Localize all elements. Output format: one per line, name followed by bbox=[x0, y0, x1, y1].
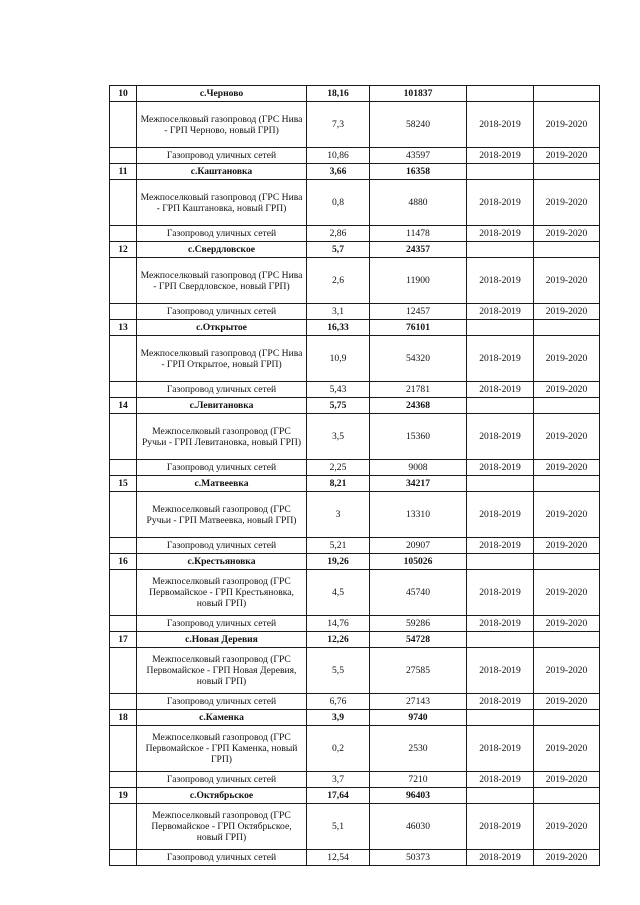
pipeline-length: 10,9 bbox=[307, 336, 370, 382]
street-network-row bbox=[110, 772, 600, 788]
empty-cell bbox=[110, 382, 137, 398]
settlement-length: 19,26 bbox=[307, 554, 370, 570]
design-years: 2018-2019 bbox=[467, 804, 534, 850]
pipeline-length: 6,76 bbox=[307, 694, 370, 710]
pipeline-name: Газопровод уличных сетей bbox=[137, 616, 307, 632]
pipeline-name: Газопровод уличных сетей bbox=[137, 772, 307, 788]
empty-cell bbox=[467, 554, 534, 570]
design-years: 2018-2019 bbox=[467, 648, 534, 694]
empty-cell bbox=[110, 726, 137, 772]
construction-years: 2019-2020 bbox=[534, 772, 600, 788]
empty-cell bbox=[467, 398, 534, 414]
pipeline-name: Газопровод уличных сетей bbox=[137, 694, 307, 710]
design-years: 2018-2019 bbox=[467, 850, 534, 866]
design-years: 2018-2019 bbox=[467, 570, 534, 616]
construction-years: 2019-2020 bbox=[534, 102, 600, 148]
settlement-name: с.Свердловское bbox=[137, 242, 307, 258]
settlement-name: с.Матвеевка bbox=[137, 476, 307, 492]
empty-cell bbox=[110, 772, 137, 788]
empty-cell bbox=[110, 102, 137, 148]
empty-cell bbox=[110, 538, 137, 554]
intersettlement-pipeline-row bbox=[110, 648, 600, 694]
pipeline-cost: 4880 bbox=[370, 180, 467, 226]
settlement-name: с.Новая Деревия bbox=[137, 632, 307, 648]
pipeline-cost: 45740 bbox=[370, 570, 467, 616]
construction-years: 2019-2020 bbox=[534, 726, 600, 772]
settlement-row bbox=[110, 242, 600, 258]
pipeline-cost: 43597 bbox=[370, 148, 467, 164]
intersettlement-pipeline-row bbox=[110, 726, 600, 772]
construction-years: 2019-2020 bbox=[534, 850, 600, 866]
pipeline-length: 0,2 bbox=[307, 726, 370, 772]
settlement-number: 19 bbox=[110, 788, 137, 804]
settlement-cost: 9740 bbox=[370, 710, 467, 726]
settlement-cost: 34217 bbox=[370, 476, 467, 492]
pipeline-name: Межпоселковый газопровод (ГРС Первомайское - ГРП Крестьяновка, новый ГРП) bbox=[137, 570, 307, 616]
pipeline-length: 10,86 bbox=[307, 148, 370, 164]
empty-cell bbox=[534, 242, 600, 258]
pipeline-length: 5,21 bbox=[307, 538, 370, 554]
settlement-number: 10 bbox=[110, 86, 137, 102]
settlement-length: 5,7 bbox=[307, 242, 370, 258]
intersettlement-pipeline-row bbox=[110, 804, 600, 850]
pipeline-cost: 7210 bbox=[370, 772, 467, 788]
construction-years: 2019-2020 bbox=[534, 538, 600, 554]
settlement-row bbox=[110, 476, 600, 492]
pipeline-length: 7,3 bbox=[307, 102, 370, 148]
pipeline-cost: 20907 bbox=[370, 538, 467, 554]
empty-cell bbox=[467, 788, 534, 804]
pipeline-cost: 21781 bbox=[370, 382, 467, 398]
empty-cell bbox=[110, 226, 137, 242]
pipeline-length: 3,7 bbox=[307, 772, 370, 788]
intersettlement-pipeline-row bbox=[110, 414, 600, 460]
intersettlement-pipeline-row bbox=[110, 102, 600, 148]
settlement-cost: 96403 bbox=[370, 788, 467, 804]
pipeline-cost: 11478 bbox=[370, 226, 467, 242]
settlement-length: 3,66 bbox=[307, 164, 370, 180]
construction-years: 2019-2020 bbox=[534, 258, 600, 304]
design-years: 2018-2019 bbox=[467, 148, 534, 164]
gasification-table bbox=[109, 85, 600, 866]
empty-cell bbox=[534, 632, 600, 648]
construction-years: 2019-2020 bbox=[534, 492, 600, 538]
empty-cell bbox=[467, 710, 534, 726]
settlement-number: 14 bbox=[110, 398, 137, 414]
street-network-row bbox=[110, 460, 600, 476]
pipeline-cost: 13310 bbox=[370, 492, 467, 538]
settlement-cost: 105026 bbox=[370, 554, 467, 570]
settlement-length: 16,33 bbox=[307, 320, 370, 336]
construction-years: 2019-2020 bbox=[534, 414, 600, 460]
construction-years: 2019-2020 bbox=[534, 616, 600, 632]
pipeline-length: 3,5 bbox=[307, 414, 370, 460]
pipeline-name: Межпоселковый газопровод (ГРС Ручьи - ГРП Матвеевка, новый ГРП) bbox=[137, 492, 307, 538]
table-body bbox=[110, 86, 600, 866]
design-years: 2018-2019 bbox=[467, 336, 534, 382]
pipeline-cost: 15360 bbox=[370, 414, 467, 460]
design-years: 2018-2019 bbox=[467, 304, 534, 320]
settlement-number: 15 bbox=[110, 476, 137, 492]
pipeline-cost: 27585 bbox=[370, 648, 467, 694]
street-network-row bbox=[110, 616, 600, 632]
pipeline-name: Газопровод уличных сетей bbox=[137, 148, 307, 164]
pipeline-length: 5,5 bbox=[307, 648, 370, 694]
pipeline-name: Межпоселковый газопровод (ГРС Нива - ГРП Черново, новый ГРП) bbox=[137, 102, 307, 148]
settlement-row bbox=[110, 164, 600, 180]
empty-cell bbox=[467, 242, 534, 258]
settlement-name: с.Октябрьское bbox=[137, 788, 307, 804]
empty-cell bbox=[110, 460, 137, 476]
empty-cell bbox=[467, 320, 534, 336]
empty-cell bbox=[110, 850, 137, 866]
empty-cell bbox=[467, 164, 534, 180]
pipeline-cost: 50373 bbox=[370, 850, 467, 866]
empty-cell bbox=[534, 710, 600, 726]
pipeline-name: Газопровод уличных сетей bbox=[137, 382, 307, 398]
settlement-row bbox=[110, 398, 600, 414]
construction-years: 2019-2020 bbox=[534, 382, 600, 398]
street-network-row bbox=[110, 226, 600, 242]
design-years: 2018-2019 bbox=[467, 772, 534, 788]
intersettlement-pipeline-row bbox=[110, 492, 600, 538]
pipeline-cost: 54320 bbox=[370, 336, 467, 382]
street-network-row bbox=[110, 382, 600, 398]
pipeline-length: 5,43 bbox=[307, 382, 370, 398]
pipeline-name: Межпоселковый газопровод (ГРС Первомайское - ГРП Каменка, новый ГРП) bbox=[137, 726, 307, 772]
empty-cell bbox=[467, 632, 534, 648]
pipeline-name: Межпоселковый газопровод (ГРС Нива - ГРП Открытое, новый ГРП) bbox=[137, 336, 307, 382]
pipeline-name: Межпоселковый газопровод (ГРС Первомайское - ГРП Октябрьское, новый ГРП) bbox=[137, 804, 307, 850]
settlement-name: с.Черново bbox=[137, 86, 307, 102]
pipeline-cost: 11900 bbox=[370, 258, 467, 304]
design-years: 2018-2019 bbox=[467, 726, 534, 772]
settlement-number: 18 bbox=[110, 710, 137, 726]
settlement-cost: 24357 bbox=[370, 242, 467, 258]
pipeline-name: Газопровод уличных сетей bbox=[137, 304, 307, 320]
design-years: 2018-2019 bbox=[467, 180, 534, 226]
empty-cell bbox=[110, 258, 137, 304]
settlement-row bbox=[110, 788, 600, 804]
settlement-row bbox=[110, 632, 600, 648]
pipeline-length: 0,8 bbox=[307, 180, 370, 226]
construction-years: 2019-2020 bbox=[534, 460, 600, 476]
design-years: 2018-2019 bbox=[467, 414, 534, 460]
intersettlement-pipeline-row bbox=[110, 570, 600, 616]
design-years: 2018-2019 bbox=[467, 226, 534, 242]
pipeline-name: Газопровод уличных сетей bbox=[137, 538, 307, 554]
empty-cell bbox=[110, 414, 137, 460]
settlement-number: 17 bbox=[110, 632, 137, 648]
pipeline-length: 3,1 bbox=[307, 304, 370, 320]
design-years: 2018-2019 bbox=[467, 102, 534, 148]
settlement-length: 3,9 bbox=[307, 710, 370, 726]
pipeline-length: 4,5 bbox=[307, 570, 370, 616]
settlement-name: с.Открытое bbox=[137, 320, 307, 336]
construction-years: 2019-2020 bbox=[534, 648, 600, 694]
street-network-row bbox=[110, 538, 600, 554]
pipeline-cost: 59286 bbox=[370, 616, 467, 632]
settlement-cost: 101837 bbox=[370, 86, 467, 102]
pipeline-name: Межпоселковый газопровод (ГРС Ручьи - ГРП Левитановка, новый ГРП) bbox=[137, 414, 307, 460]
pipeline-length: 5,1 bbox=[307, 804, 370, 850]
settlement-number: 11 bbox=[110, 164, 137, 180]
settlement-name: с.Левитановка bbox=[137, 398, 307, 414]
settlement-cost: 54728 bbox=[370, 632, 467, 648]
design-years: 2018-2019 bbox=[467, 460, 534, 476]
pipeline-cost: 27143 bbox=[370, 694, 467, 710]
construction-years: 2019-2020 bbox=[534, 570, 600, 616]
design-years: 2018-2019 bbox=[467, 538, 534, 554]
pipeline-name: Газопровод уличных сетей bbox=[137, 850, 307, 866]
construction-years: 2019-2020 bbox=[534, 148, 600, 164]
settlement-number: 16 bbox=[110, 554, 137, 570]
design-years: 2018-2019 bbox=[467, 694, 534, 710]
empty-cell bbox=[110, 694, 137, 710]
empty-cell bbox=[110, 492, 137, 538]
street-network-row bbox=[110, 148, 600, 164]
street-network-row bbox=[110, 850, 600, 866]
construction-years: 2019-2020 bbox=[534, 180, 600, 226]
settlement-length: 18,16 bbox=[307, 86, 370, 102]
settlement-length: 8,21 bbox=[307, 476, 370, 492]
construction-years: 2019-2020 bbox=[534, 226, 600, 242]
empty-cell bbox=[467, 86, 534, 102]
street-network-row bbox=[110, 694, 600, 710]
empty-cell bbox=[534, 398, 600, 414]
intersettlement-pipeline-row bbox=[110, 258, 600, 304]
settlement-length: 12,26 bbox=[307, 632, 370, 648]
pipeline-length: 2,6 bbox=[307, 258, 370, 304]
construction-years: 2019-2020 bbox=[534, 694, 600, 710]
design-years: 2018-2019 bbox=[467, 258, 534, 304]
settlement-row bbox=[110, 710, 600, 726]
intersettlement-pipeline-row bbox=[110, 336, 600, 382]
pipeline-name: Межпоселковый газопровод (ГРС Нива - ГРП Свердловское, новый ГРП) bbox=[137, 258, 307, 304]
settlement-row bbox=[110, 554, 600, 570]
design-years: 2018-2019 bbox=[467, 616, 534, 632]
empty-cell bbox=[467, 476, 534, 492]
pipeline-cost: 2530 bbox=[370, 726, 467, 772]
intersettlement-pipeline-row bbox=[110, 180, 600, 226]
empty-cell bbox=[534, 554, 600, 570]
pipeline-length: 12,54 bbox=[307, 850, 370, 866]
pipeline-length: 14,76 bbox=[307, 616, 370, 632]
settlement-name: с.Крестьяновка bbox=[137, 554, 307, 570]
empty-cell bbox=[110, 648, 137, 694]
empty-cell bbox=[534, 86, 600, 102]
construction-years: 2019-2020 bbox=[534, 804, 600, 850]
empty-cell bbox=[110, 336, 137, 382]
pipeline-cost: 12457 bbox=[370, 304, 467, 320]
empty-cell bbox=[534, 476, 600, 492]
pipeline-name: Межпоселковый газопровод (ГРС Нива - ГРП Каштановка, новый ГРП) bbox=[137, 180, 307, 226]
street-network-row bbox=[110, 304, 600, 320]
empty-cell bbox=[110, 304, 137, 320]
construction-years: 2019-2020 bbox=[534, 336, 600, 382]
empty-cell bbox=[110, 616, 137, 632]
pipeline-length: 2,86 bbox=[307, 226, 370, 242]
pipeline-cost: 58240 bbox=[370, 102, 467, 148]
pipeline-name: Газопровод уличных сетей bbox=[137, 226, 307, 242]
pipeline-name: Газопровод уличных сетей bbox=[137, 460, 307, 476]
settlement-name: с.Каштановка bbox=[137, 164, 307, 180]
design-years: 2018-2019 bbox=[467, 382, 534, 398]
pipeline-name: Межпоселковый газопровод (ГРС Первомайское - ГРП Новая Деревия, новый ГРП) bbox=[137, 648, 307, 694]
empty-cell bbox=[110, 804, 137, 850]
construction-years: 2019-2020 bbox=[534, 304, 600, 320]
pipeline-cost: 46030 bbox=[370, 804, 467, 850]
settlement-number: 12 bbox=[110, 242, 137, 258]
settlement-name: с.Каменка bbox=[137, 710, 307, 726]
pipeline-length: 3 bbox=[307, 492, 370, 538]
settlement-row bbox=[110, 320, 600, 336]
pipeline-length: 2,25 bbox=[307, 460, 370, 476]
empty-cell bbox=[534, 164, 600, 180]
empty-cell bbox=[110, 180, 137, 226]
settlement-cost: 16358 bbox=[370, 164, 467, 180]
settlement-length: 17,64 bbox=[307, 788, 370, 804]
empty-cell bbox=[534, 788, 600, 804]
empty-cell bbox=[534, 320, 600, 336]
settlement-cost: 76101 bbox=[370, 320, 467, 336]
settlement-length: 5,75 bbox=[307, 398, 370, 414]
settlement-cost: 24368 bbox=[370, 398, 467, 414]
design-years: 2018-2019 bbox=[467, 492, 534, 538]
settlement-row bbox=[110, 86, 600, 102]
pipeline-cost: 9008 bbox=[370, 460, 467, 476]
empty-cell bbox=[110, 570, 137, 616]
empty-cell bbox=[110, 148, 137, 164]
settlement-number: 13 bbox=[110, 320, 137, 336]
